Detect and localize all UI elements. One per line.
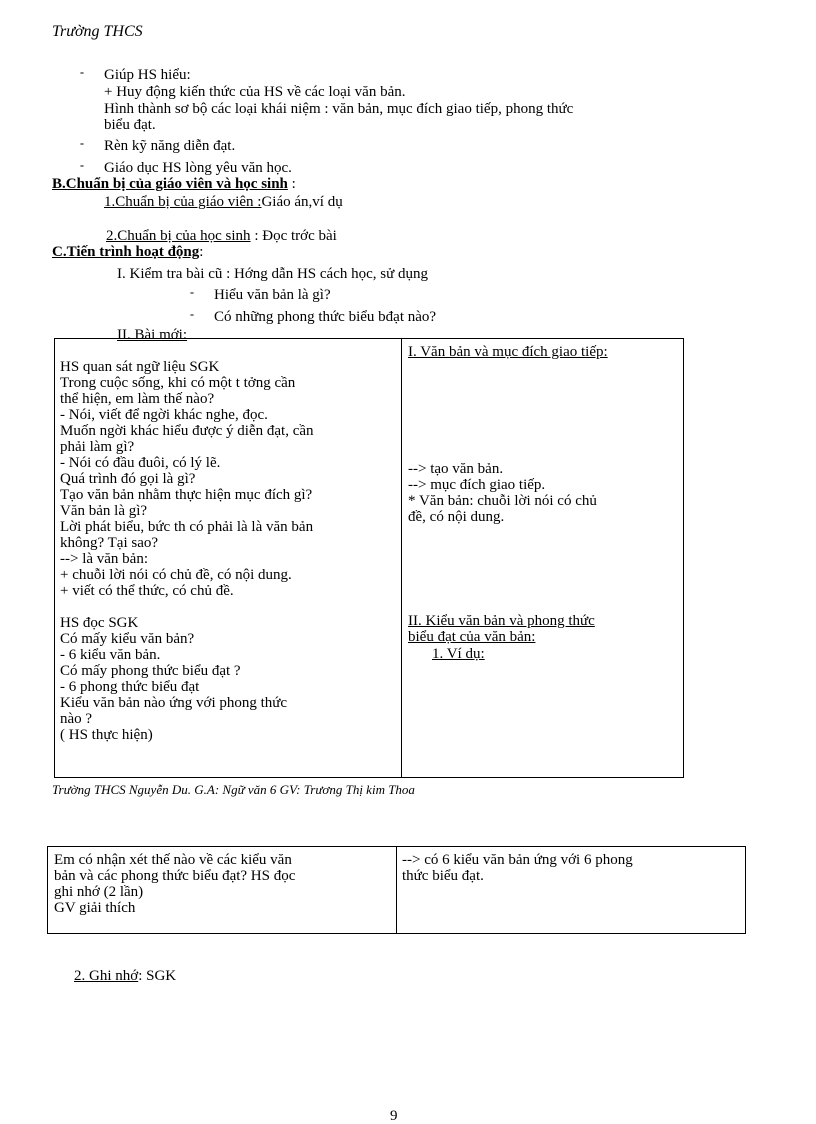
table-line: --> tạo văn bản. — [408, 461, 504, 477]
old-lesson-question: Có những phong thức biểu bđạt nào? — [214, 309, 437, 325]
bullet-item: Giúp HS hiểu: — [104, 67, 191, 83]
prep-student — [52, 228, 337, 244]
sub-line: biểu đạt. — [104, 117, 156, 133]
summary-left — [54, 852, 390, 916]
bullet-item: Rèn kỹ năng diễn đạt. — [104, 138, 236, 154]
table-right-sec2 — [408, 613, 682, 645]
table-line: Trong cuộc sống, khi có một t tởng cần — [60, 375, 296, 391]
table-line: Có mấy kiểu văn bản? — [60, 631, 195, 647]
new-lesson-label: II. Bài mới: — [117, 327, 188, 343]
table-divider — [401, 338, 402, 778]
section-c-suffix: : — [199, 244, 204, 260]
old-lesson-check: I. Kiểm tra bài cũ : Hớng dẫn HS cách học, sử dụng — [117, 266, 428, 282]
table-line: Em có nhận xét thế nào về các kiểu văn — [54, 852, 292, 868]
table-line — [60, 343, 394, 359]
table-line: không? Tại sao? — [60, 535, 159, 551]
memo-value: : SGK — [138, 968, 177, 984]
table-line: - Nói, viết để ngời khác nghe, đọc. — [60, 407, 268, 423]
bullet-item: Giáo dục HS lòng yêu văn học. — [104, 160, 292, 176]
summary-right — [402, 852, 740, 884]
table-line: Văn bản là gì? — [60, 503, 148, 519]
bullet-mark: - — [80, 136, 84, 150]
section-c-heading — [52, 244, 203, 260]
prep-student-value: : Đọc trớc bài — [250, 228, 337, 244]
prep-teacher-value: Giáo án,ví dụ — [261, 194, 343, 210]
table-line: phải làm gì? — [60, 439, 135, 455]
old-lesson-question: Hiểu văn bản là gì? — [214, 287, 331, 303]
bullet-mark: - — [80, 65, 84, 79]
memo-label: 2. Ghi nhớ — [74, 968, 139, 984]
section-b-title: B.Chuẩn bị của giáo viên và học sinh — [52, 176, 288, 192]
page-number: 9 — [390, 1108, 398, 1124]
right-section-1-title: I. Văn bản và mục đích giao tiếp: — [408, 344, 608, 360]
table-line: Lời phát biểu, bức th có phải là là văn bản — [60, 519, 314, 535]
table-line: ( HS thực hiện) — [60, 727, 153, 743]
section-c-title: C.Tiến trình hoạt động — [52, 244, 200, 260]
table-line: Có mấy phong thức biểu đạt ? — [60, 663, 241, 679]
table-line — [60, 599, 394, 615]
table-line: - 6 phong thức biểu đạt — [60, 679, 200, 695]
table-line: - 6 kiểu văn bản. — [60, 647, 161, 663]
right-section-2-title: biểu đạt của văn bản: — [408, 629, 536, 645]
table-line: --> mục đích giao tiếp. — [408, 477, 546, 493]
bullet-mark: - — [190, 285, 194, 299]
prep-teacher-label: 1.Chuẩn bị của giáo viên : — [104, 194, 262, 210]
sub-line: Hình thành sơ bộ các loại khái niệm : văn bản, mục đích giao tiếp, phong thức — [104, 101, 574, 117]
table-line: Quá trình đó gọi là gì? — [60, 471, 196, 487]
section-b-suffix: : — [287, 176, 296, 192]
table-right-mid — [408, 461, 678, 525]
table-line: GV giải thích — [54, 900, 136, 916]
table-line: + viết có thể thức, có chủ đề. — [60, 583, 234, 599]
table-line: --> là văn bản: — [60, 551, 149, 567]
table-line: * Văn bản: chuỗi lời nói có chủ — [408, 493, 597, 509]
school-header: Trường THCS — [52, 23, 143, 40]
table-line: --> có 6 kiểu văn bản ứng với 6 phong — [402, 852, 633, 868]
example-label: 1. Ví dụ: — [432, 646, 485, 662]
page-footer: Trường THCS Nguyễn Du. G.A: Ngữ văn 6 GV: Trương Thị kim Thoa — [52, 782, 415, 797]
table-divider — [396, 846, 397, 934]
table-line: Kiểu văn bản nào ứng với phong thức — [60, 695, 288, 711]
right-section-2-title: II. Kiểu văn bản và phong thức — [408, 613, 595, 629]
sub-line: + Huy động kiến thức của HS về các loại văn bản. — [104, 84, 406, 100]
bullet-mark: - — [190, 307, 194, 321]
table-line: Tạo văn bản nhằm thực hiện mục đích gì? — [60, 487, 313, 503]
prep-student-label: 2.Chuẩn bị của học sinh — [106, 228, 251, 244]
table-line: thể hiện, em làm thế nào? — [60, 391, 215, 407]
table-line: + chuỗi lời nói có chủ đề, có nội dung. — [60, 567, 292, 583]
section-b-heading — [52, 176, 296, 192]
memo-line — [74, 968, 176, 984]
table-line: bản và các phong thức biểu đạt? HS đọc — [54, 868, 296, 884]
bullet-mark: - — [80, 158, 84, 172]
table-line: HS đọc SGK — [60, 615, 139, 631]
table-line: nào ? — [60, 711, 93, 727]
table-line: đề, có nội dung. — [408, 509, 505, 525]
table-line: ghi nhớ (2 lần) — [54, 884, 144, 900]
table-line: - Nói có đầu đuôi, có lý lẽ. — [60, 455, 221, 471]
table-line: HS quan sát ngữ liệu SGK — [60, 359, 220, 375]
prep-teacher — [104, 194, 343, 210]
table-line: thức biểu đạt. — [402, 868, 484, 884]
table-line: Muốn ngời khác hiểu được ý diễn đạt, cần — [60, 423, 314, 439]
table-left-column — [60, 343, 394, 743]
